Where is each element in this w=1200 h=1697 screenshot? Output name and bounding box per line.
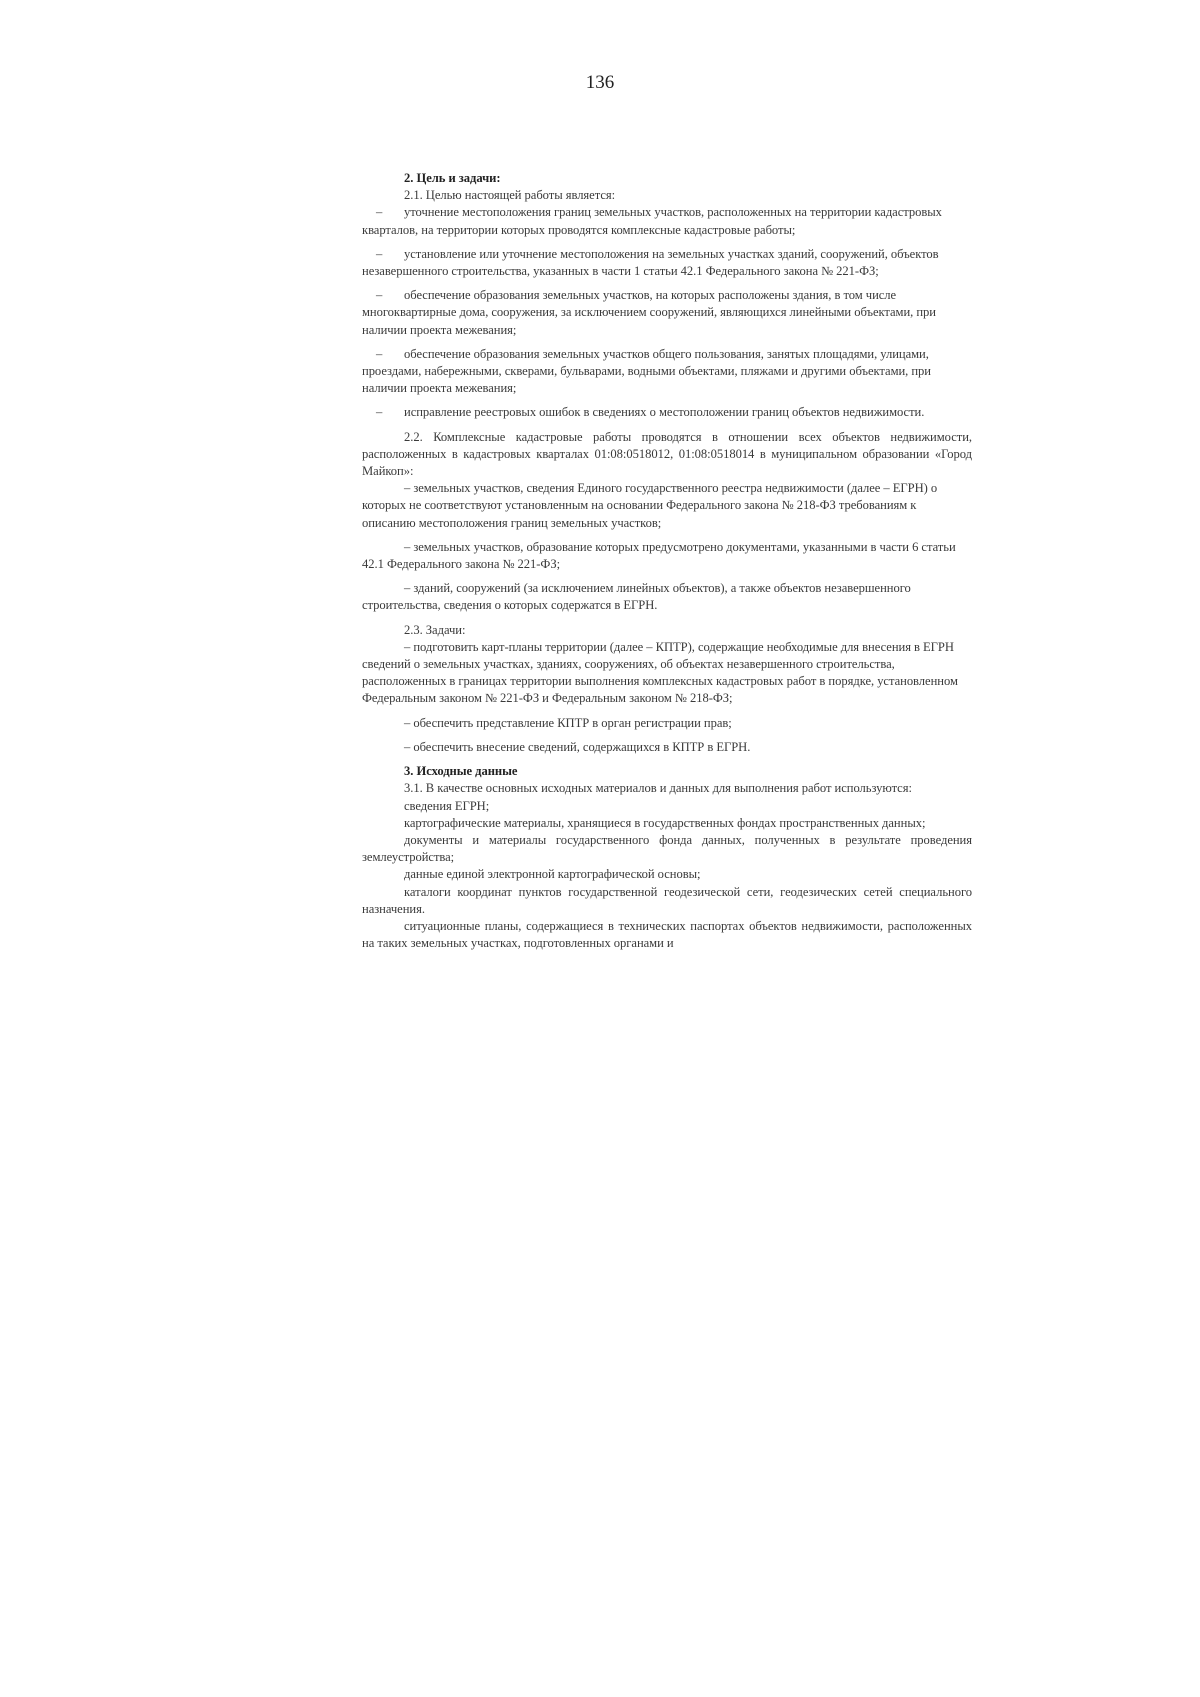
- goal-item: – уточнение местоположения границ земельных участков, расположенных на территории кадастровых кварталов, на территории которых проводятся комплексные кадастровые работы;: [362, 205, 942, 237]
- goal-item: – обеспечение образования земельных участков, на которых расположены здания, в том числе многоквартирные дома, сооружения, за исключением сооружений, являющихся линейными объектами, при наличии проекта межевания;: [362, 288, 936, 337]
- source-item: документы и материалы государственного фонда данных, полученных в результате проведения землеустройства;: [362, 832, 972, 865]
- source-item: каталоги координат пунктов государственной геодезической сети, геодезических сетей специального назначения.: [362, 884, 972, 916]
- source-item: сведения ЕГРН;: [404, 798, 490, 813]
- task-item: – обеспечить внесение сведений, содержащихся в КПТР в ЕГРН.: [404, 739, 751, 754]
- section-3-1: 3.1. В качестве основных исходных материалов и данных для выполнения работ используются:: [404, 781, 912, 796]
- dash-mark: –: [376, 246, 383, 261]
- goal-item: – установление или уточнение местоположения на земельных участках зданий, сооружений, объектов незавершенного строительства, указанных в части 1 статьи 42.1 Федерального закона № 221-ФЗ;: [362, 246, 939, 279]
- document-body: [362, 170, 972, 952]
- section-2-heading: 2. Цель и задачи:: [404, 171, 501, 185]
- section-2-2: 2.2. Комплексные кадастровые работы проводятся в отношении всех объектов недвижимости, расположенных в кадастровых кварталах 01:08:0518012, 01:08:0518014 в муниципальном образовании «Город Майкоп»:: [362, 429, 972, 479]
- goal-item: – исправление реестровых ошибок в сведениях о местоположении границ объектов недвижимости.: [362, 404, 972, 421]
- task-item: – обеспечить представление КПТР в орган регистрации прав;: [404, 715, 732, 730]
- goal-item: – обеспечение образования земельных участков общего пользования, занятых площадями, улицами, проездами, набережными, скверами, бульварами, водными объектами, пляжами и другими объектами, при наличии проекта межевания;: [362, 346, 931, 396]
- section-3-heading: 3. Исходные данные: [404, 764, 518, 779]
- page-number: 136: [585, 72, 615, 93]
- object-item: – земельных участков, сведения Единого государственного реестра недвижимости (далее – ЕГРН) о которых не соответствуют установленным на основании Федерального закона № 218-ФЗ требованиям к описанию местоположения границ земельных участков;: [362, 481, 938, 530]
- task-item: – подготовить карт-планы территории (далее – КПТР), содержащие необходимые для внесения в ЕГРН сведений о земельных участках, зданиях, сооружениях, об объектах незавершенного строительства, расположенных в границах территории выполнения комплексных кадастровых работ в порядке, установленном Федеральным законом № 221-ФЗ и Федеральным законом № 218-ФЗ;: [362, 639, 958, 706]
- source-item: ситуационные планы, содержащиеся в технических паспортах объектов недвижимости, расположенных на таких земельных участках, подготовленных органами и: [362, 918, 972, 951]
- object-item: – земельных участков, образование которых предусмотрено документами, указанными в части 6 статьи 42.1 Федерального закона № 221-ФЗ;: [362, 539, 956, 572]
- section-2-1: 2.1. Целью настоящей работы является:: [404, 188, 616, 203]
- dash-mark: –: [376, 288, 383, 303]
- dash-mark: –: [376, 205, 383, 220]
- dash-mark: –: [376, 405, 383, 420]
- source-item: данные единой электронной картографической основы;: [404, 867, 701, 882]
- dash-mark: –: [376, 346, 383, 361]
- source-item: картографические материалы, хранящиеся в государственных фондах пространственных данных;: [404, 815, 926, 830]
- section-2-3: 2.3. Задачи:: [404, 622, 466, 637]
- object-item: – зданий, сооружений (за исключением линейных объектов), а также объектов незавершенного строительства, сведения о которых содержатся в ЕГРН.: [362, 581, 911, 613]
